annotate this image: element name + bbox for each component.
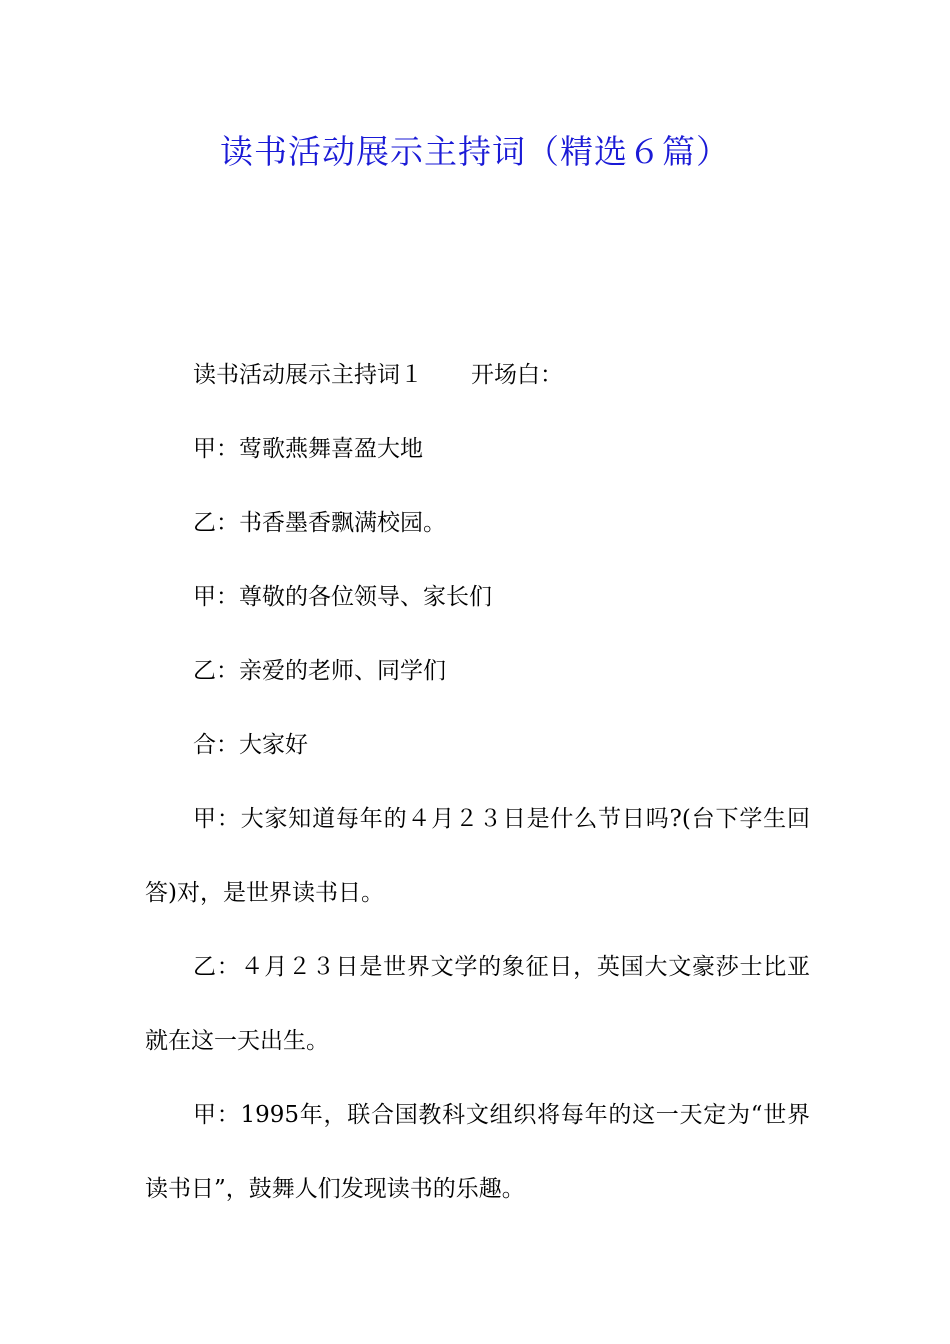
document-title: 读书活动展示主持词（精选６篇） bbox=[220, 132, 730, 171]
opening-label: 开场白： bbox=[471, 362, 563, 388]
paragraph-heading bbox=[145, 338, 810, 412]
paragraph: 甲：大家知道每年的４月２３日是什么节日吗?(台下学生回答)对，是世界读书日。 bbox=[145, 806, 810, 906]
paragraph: 合：大家好 bbox=[193, 732, 308, 758]
paragraph: 乙：书香墨香飘满校园。 bbox=[193, 510, 446, 536]
paragraph: 甲：尊敬的各位领导、家长们 bbox=[193, 584, 492, 610]
paragraph: 甲：1995年，联合国教科文组织将每年的这一天定为“世界读书日”，鼓舞人们发现读书的乐趣。 bbox=[145, 1102, 810, 1202]
paragraph: 乙：亲爱的老师、同学们 bbox=[193, 658, 446, 684]
document-body bbox=[145, 338, 810, 1226]
paragraph: 乙：４月２３日是世界文学的象征日，英国大文豪莎士比亚就在这一天出生。 bbox=[145, 954, 810, 1054]
section-heading: 读书活动展示主持词１ bbox=[193, 362, 423, 388]
paragraph: 甲：莺歌燕舞喜盈大地 bbox=[193, 436, 423, 462]
